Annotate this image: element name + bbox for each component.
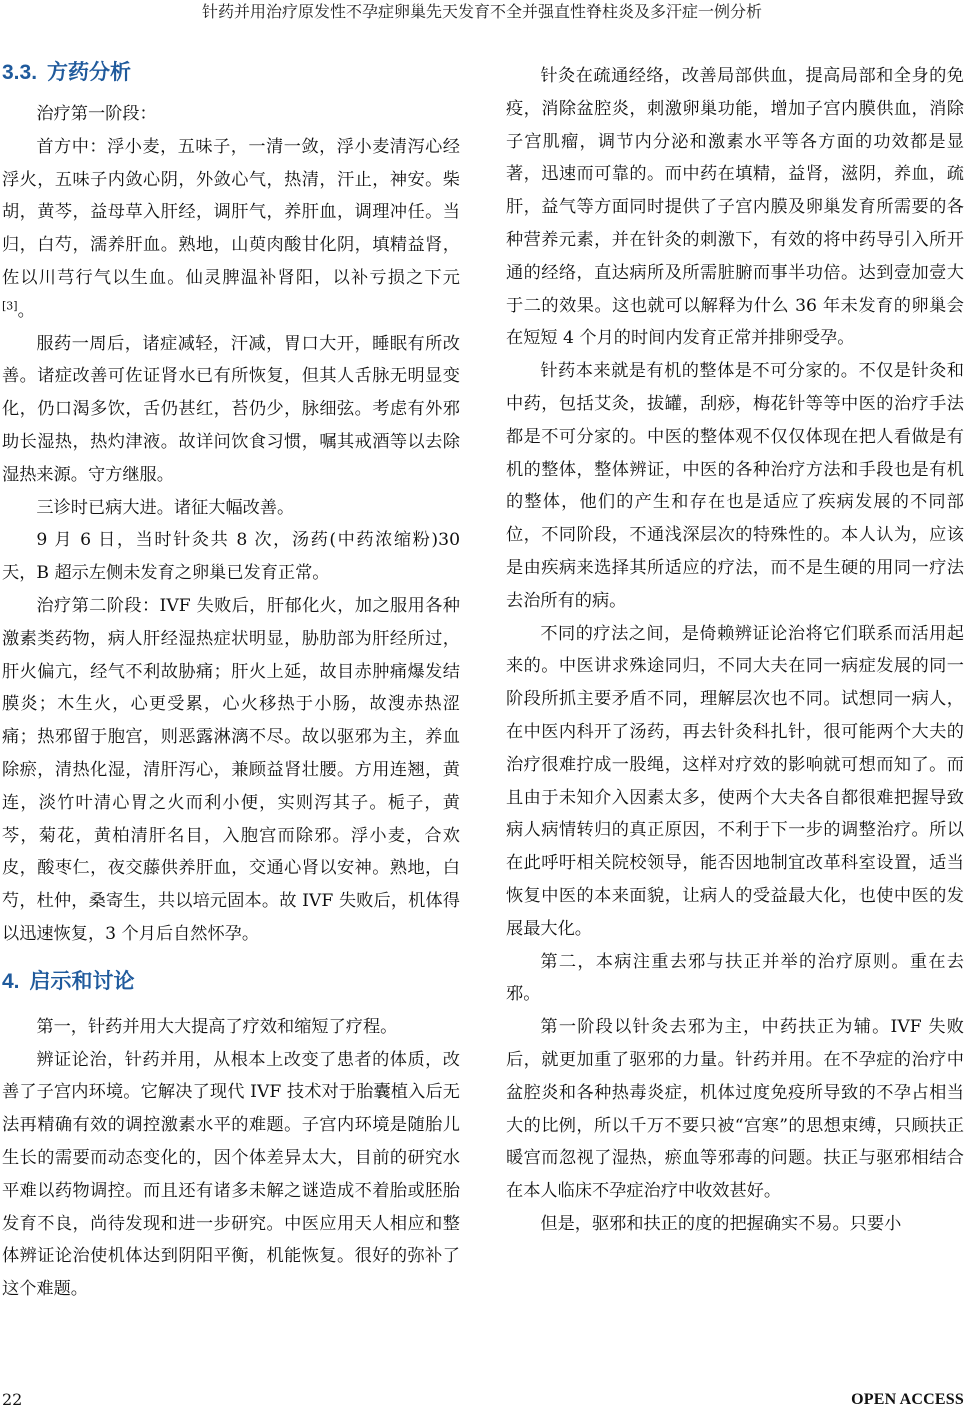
section-number: 3.3. xyxy=(2,61,38,84)
paragraph: 不同的疗法之间，是倚赖辨证论治将它们联系而活用起来的。中医讲求殊途同归，不同大夫在同一病症发展的同一阶段所抓主要矛盾不同，理解层次也不同。试想同一病人，在中医内科开了汤药，再去针灸科扎针，很可能两个大夫的治疗很难拧成一股绳，这样对疗效的影响就可想而知了。而且由于未知介入因素太多，使两个大夫各自都很难把握导致病人病情转归的真正原因，不利于下一步的调整治疗。所以在此呼吁相关院校领导，能否因地制宜改革科室设置，适当恢复中医的本来面貌，让病人的受益最大化，也使中医的发展最大化。 xyxy=(506,623,964,939)
paragraph: 第一阶段以针灸去邪为主，中药扶正为辅。IVF 失败后，就更加重了驱邪的力量。针药并用。在不孕症的治疗中盆腔炎和各种热毒炎症，机体过度免疫所导致的不孕占相当大的比例，所以千万不要只被“宫寒”的思想束缚，只顾扶正暖宫而忽视了湿热，瘀血等邪毒的问题。扶正与驱邪相结合在本人临床不孕症治疗中收效甚好。 xyxy=(506,1017,964,1202)
section-number: 4. xyxy=(2,969,20,993)
paragraph: 辨证论治，针药并用，从根本上改变了患者的体质，改善了子宫内环境。它解决了现代 IVF 技术对于胎囊植入后无法再精确有效的调控激素水平的难题。子宫内环境是随胎儿生长的需要而动态变化的，因个体差异太大，目前的研究水平难以药物调控。而且还有诸多未解之谜造成不着胎或胚胎发育不良，尚待发现和进一步研究。中医应用天人相应和整体辨证论治使机体达到阴阳平衡，机能恢复。很好的弥补了这个难题。 xyxy=(2,1049,460,1300)
page-number: 22 xyxy=(2,1390,23,1409)
paragraph: 针灸在疏通经络，改善局部供血，提高局部和全身的免疫，消除盆腔炎，刺激卵巢功能，增加子宫内膜供血，消除子宫肌瘤，调节内分泌和激素水平等各方面的功效都是显著，迅速而可靠的。而中药在填精，益肾，滋阴，养血，疏肝，益气等方面同时提供了子宫内膜及卵巢发育所需要的各种营养元素，并在针灸的刺激下，有效的将中药导引入所开通的经络，直达病所及所需脏腑而事半功倍。达到壹加壹大于二的效果。这也就可以解释为什么 36 年未发育的卵巢会在短短 4 个月的时间内发育正常并排卵受孕。 xyxy=(506,66,964,349)
paragraph: 三诊时已病大进。诸征大幅改善。 xyxy=(36,497,295,518)
citation-ref[interactable]: [3] xyxy=(2,299,18,313)
paragraph-end: 。 xyxy=(17,300,35,321)
right-column xyxy=(506,60,964,1241)
running-header: 针药并用治疗原发性不孕症卵巢先天发育不全并强直性脊柱炎及多汗症一例分析 xyxy=(201,2,762,21)
paragraph: 服药一周后，诸症减轻，汗减，胃口大开，睡眠有所改善。诸症改善可佐证肾水已有所恢复，但其人舌脉无明显变化，仍口渴多饮，舌仍甚红，苔仍少，脉细弦。考虑有外邪助长湿热，热灼津液。故详问饮食习惯，嘱其戒酒等以去除湿热来源。守方继服。 xyxy=(2,333,460,485)
paragraph: 9 月 6 日，当时针灸共 8 次，汤药(中药浓缩粉)30 天，B 超示左侧未发育之卵巢已发育正常。 xyxy=(2,530,460,584)
section-title: 启示和讨论 xyxy=(29,969,135,993)
paragraph: 治疗第二阶段：IVF 失败后，肝郁化火，加之服用各种激素类药物，病人肝经湿热症状明显，胁肋部为肝经所过，肝火偏亢，经气不利故胁痛；肝火上延，故目赤肿痛爆发结膜炎；木生火，心更受累，心火移热于小肠，故溲赤热涩痛；热邪留于胞宫，则恶露淋漓不尽。故以驱邪为主，养血除瘀，清热化湿，清肝泻心，兼顾益肾壮腰。方用连翘，黄连，淡竹叶清心胃之火而利小便，实则泻其子。栀子，黄芩，菊花，黄柏清肝名目，入胞宫而除邪。浮小麦，合欢皮，酸枣仁，夜交藤供养肝血，交通心肾以安神。熟地，白芍，杜仲，桑寄生，共以培元固本。故 IVF 失败后，机体得以迅速恢复，3 个月后自然怀孕。 xyxy=(2,595,460,944)
paragraph-with-citation xyxy=(2,131,460,328)
section-title: 方药分析 xyxy=(47,61,132,84)
paragraph: 但是，驱邪和扶正的度的把握确实不易。只要小 xyxy=(540,1213,902,1234)
section-heading-3-3 xyxy=(2,58,460,88)
open-access-label: OPEN ACCESS xyxy=(851,1391,964,1408)
left-column xyxy=(2,52,460,1306)
paragraph: 治疗第一阶段： xyxy=(36,104,157,124)
paragraph: 第二，本病注重去邪与扶正并举的治疗原则。重在去邪。 xyxy=(506,951,964,1005)
paragraph: 针药本来就是有机的整体是不可分家的。不仅是针灸和中药，包括艾灸，拔罐，刮痧，梅花针等等中医的治疗手法都是不可分家的。中医的整体观不仅仅体现在把人看做是有机的整体，整体辨证，中医的各种治疗方法和手段也是有机的整体，他们的产生和存在也是适应了疾病发展的不同部位，不同阶段，不通浅深层次的特殊性的。本人认为，应该是由疾病来选择其所适应的疗法，而不是生硬的用同一疗法去治所有的病。 xyxy=(506,361,964,611)
section-heading-4 xyxy=(2,967,460,997)
paragraph: 第一，针药并用大大提高了疗效和缩短了疗程。 xyxy=(36,1016,398,1037)
paragraph-text: 首方中：浮小麦，五味子，一清一敛，浮小麦清泻心经浮火，五味子内敛心阴，外敛心气，热清，汗止，神安。柴胡，黄芩，益母草入肝经，调肝气，养肝血，调理冲任。当归，白芍，濡养肝血。熟地，山萸肉酸甘化阴，填精益肾，佐以川芎行气以生血。仙灵脾温补肾阳，以补亏损之下元 xyxy=(2,136,460,288)
